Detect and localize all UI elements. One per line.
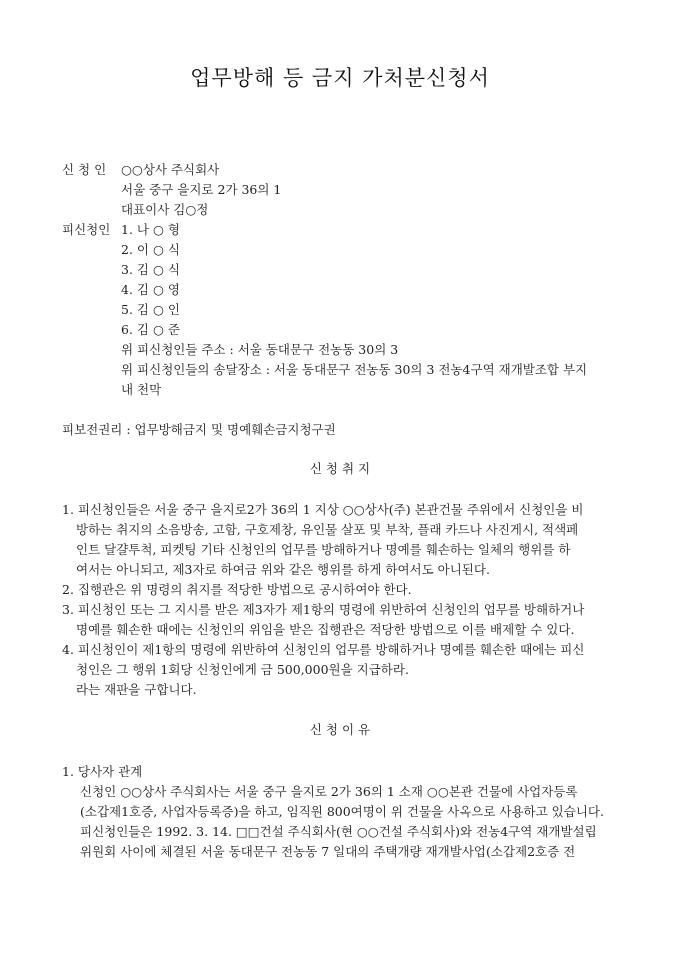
applicant-representative: 대표이사 김○정	[121, 202, 209, 217]
purpose-line: 4. 피신청인이 제1항의 명령에 위반하여 신청인의 업무를 방해하거나 명예를 훼손한 때에는 피신	[62, 642, 585, 657]
reason-subheading: 1. 당사자 관계	[62, 764, 143, 779]
reason-line: 피신청인들은 1992. 3. 14. □□건설 주식회사(현 ○○건설 주식회사)와 전농4구역 재개발설립	[80, 824, 597, 839]
respondent-item: 2. 이 ○ 식	[121, 242, 180, 257]
applicant-name: ○○상사 주식회사	[121, 162, 220, 177]
respondents-label: 피신청인	[62, 222, 111, 237]
respondent-item: 6. 김 ○ 준	[121, 322, 180, 337]
purpose-closing: 라는 재판을 구합니다.	[76, 682, 197, 697]
purpose-line: 방하는 취지의 소음방송, 고함, 구호제창, 유인물 살포 및 부착, 플래 카드나 사진게시, 적색페	[76, 522, 579, 537]
purpose-heading: 신 청 취 지	[309, 461, 371, 476]
reason-heading: 신 청 이 유	[309, 722, 371, 737]
respondent-item: 4. 김 ○ 영	[121, 282, 180, 297]
respondent-item: 5. 김 ○ 인	[121, 302, 180, 317]
purpose-line: 1. 피신청인들은 서울 중구 을지로2가 36의 1 지상 ○○상사(주) 본관건물 주위에서 신청인을 비	[62, 502, 584, 517]
respondents-address: 위 피신청인들 주소 : 서울 동대문구 전농동 30의 3	[121, 342, 399, 357]
respondents-service-address: 위 피신청인들의 송달장소 : 서울 동대문구 전농동 30의 3 전농4구역 재개발조합 부지	[121, 362, 588, 377]
applicant-address: 서울 중구 을지로 2가 36의 1	[121, 182, 282, 197]
purpose-line: 인트 달걀투척, 피켓팅 기타 신청인의 업무를 방해하거나 명예를 훼손하는 일체의 행위를 하	[76, 542, 571, 557]
purpose-line: 청인은 그 행위 1회당 신청인에게 금 500,000원을 지급하라.	[76, 662, 409, 677]
document-title: 업무방해 등 금지 가처분신청서	[190, 66, 490, 90]
respondent-item: 3. 김 ○ 식	[121, 262, 180, 277]
protected-right: 피보전권리 : 업무방해금지 및 명예훼손금지청구권	[62, 422, 336, 437]
reason-line: (소갑제1호증, 사업자등록증)을 하고, 임직원 800여명이 위 건물을 사옥으로 사용하고 있습니다.	[80, 804, 604, 819]
purpose-line: 명예를 훼손한 때에는 신청인의 위임을 받은 집행관은 적당한 방법으로 이를 배제할 수 있다.	[76, 622, 575, 637]
purpose-line: 3. 피신청인 또는 그 지시를 받은 제3자가 제1항의 명령에 위반하여 신청인의 업무를 방해하거나	[62, 602, 585, 617]
reason-line: 신청인 ○○상사 주식회사는 서울 중구 을지로 2가 36의 1 소재 ○○본관 건물에 사업자등록	[80, 784, 578, 799]
respondent-item: 1. 나 ○ 형	[121, 222, 180, 237]
reason-line: 위원회 사이에 체결된 서울 동대문구 전농동 7 일대의 주택개량 재개발사업(소갑제2호증 전	[80, 844, 576, 859]
applicant-label: 신 청 인	[62, 162, 107, 177]
respondents-service-address-cont: 내 천막	[121, 382, 162, 397]
purpose-line: 2. 집행관은 위 명령의 취지를 적당한 방법으로 공시하여야 한다.	[62, 582, 412, 597]
purpose-line: 여서는 아니되고, 제3자로 하여금 위와 같은 행위를 하게 하여서도 아니된다.	[76, 562, 490, 577]
